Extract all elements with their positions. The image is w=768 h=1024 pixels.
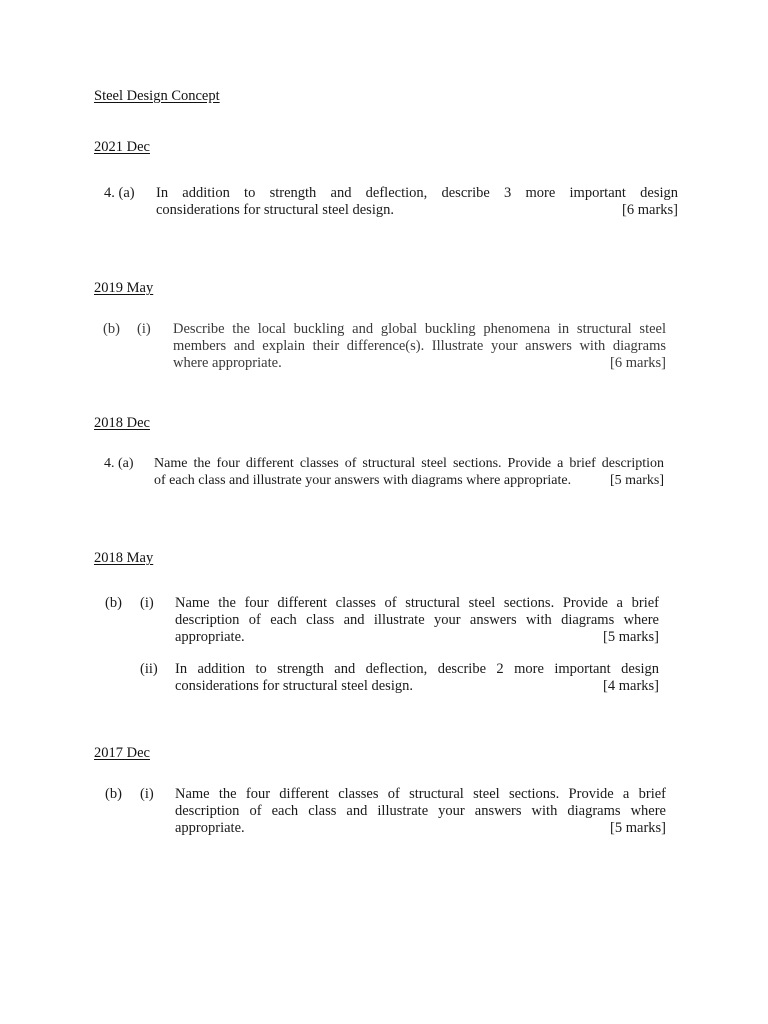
question-subpart: (i) [140,595,154,611]
question-line: considerations for structural steel design. [175,678,413,694]
question-part: (b) [103,321,120,337]
question-line: members and explain their difference(s). Illustrate your answers with diagrams [173,338,666,354]
question-2018-may-b-ii [140,661,659,697]
section-heading-2019-may: 2019 May [94,280,154,296]
section-heading-2017-dec: 2017 Dec [94,745,150,761]
question-line: Name the four different classes of structural steel sections. Provide a brief description [154,456,664,471]
question-number: 4. (a) [104,185,135,201]
question-part: (b) [105,786,122,802]
question-line: appropriate. [175,820,245,836]
question-line: description of each class and illustrate your answers with diagrams where [175,612,659,628]
question-line: In addition to strength and deflection, describe 2 more important design [175,661,659,677]
question-line: In addition to strength and deflection, describe 3 more important design [156,185,678,201]
question-line: of each class and illustrate your answers with diagrams where appropriate. [154,473,572,488]
section-heading-2021-dec: 2021 Dec [94,139,150,155]
question-subpart: (ii) [140,661,158,677]
question-2018-may-b-i [105,595,659,647]
marks-label: [4 marks] [603,678,659,694]
section-heading-2018-may: 2018 May [94,550,154,566]
question-2019-may-b-i [103,321,666,373]
page-title: Steel Design Concept [94,88,220,104]
question-2017-dec-b-i [105,786,666,838]
question-line: Name the four different classes of structural steel sections. Provide a brief [175,786,666,802]
question-subpart: (i) [137,321,151,337]
question-subpart: (i) [140,786,154,802]
marks-label: [6 marks] [610,355,666,371]
marks-label: [5 marks] [610,820,666,836]
question-line: appropriate. [175,629,245,645]
question-line: considerations for structural steel design. [156,202,394,218]
question-2018-dec-4a [104,455,664,491]
question-2021-dec-4a [104,185,678,221]
question-line: description of each class and illustrate your answers with diagrams where [175,803,666,819]
marks-label: [6 marks] [622,202,678,218]
question-part: (b) [105,595,122,611]
marks-label: [5 marks] [609,473,664,488]
question-line: where appropriate. [173,355,282,371]
question-line: Describe the local buckling and global buckling phenomena in structural steel [173,321,666,337]
marks-label: [5 marks] [603,629,659,645]
question-line: Name the four different classes of structural steel sections. Provide a brief [175,595,659,611]
section-heading-2018-dec: 2018 Dec [94,415,150,431]
question-number: 4. (a) [104,456,134,471]
